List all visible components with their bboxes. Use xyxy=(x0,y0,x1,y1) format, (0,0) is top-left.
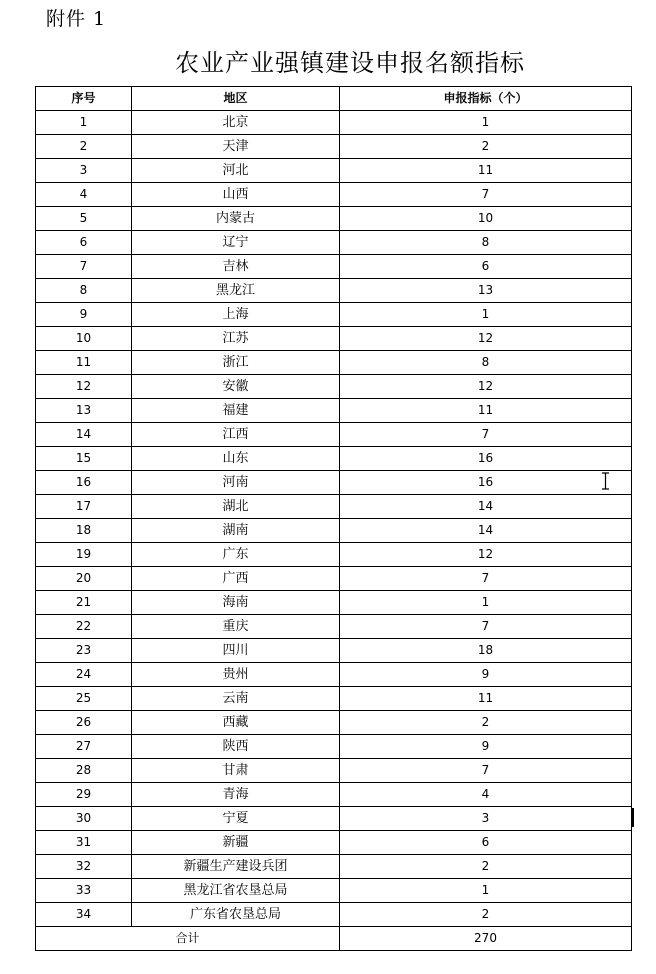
row-region: 广西 xyxy=(132,567,340,591)
table-row xyxy=(36,375,632,399)
row-quota: 11 xyxy=(340,399,632,423)
attachment-label: 附件 1 xyxy=(46,8,107,30)
row-quota: 2 xyxy=(340,855,632,879)
row-region: 四川 xyxy=(132,639,340,663)
column-header-index: 序号 xyxy=(36,87,132,111)
table-row xyxy=(36,711,632,735)
row-index: 11 xyxy=(36,351,132,375)
table-row xyxy=(36,447,632,471)
row-quota: 4 xyxy=(340,783,632,807)
row-index: 18 xyxy=(36,519,132,543)
row-quota: 7 xyxy=(340,759,632,783)
table-row xyxy=(36,831,632,855)
table-row xyxy=(36,135,632,159)
row-index: 22 xyxy=(36,615,132,639)
row-region: 甘肃 xyxy=(132,759,340,783)
row-quota: 14 xyxy=(340,495,632,519)
row-quota: 16 xyxy=(340,471,632,495)
table-row xyxy=(36,495,632,519)
table-row xyxy=(36,183,632,207)
row-quota: 1 xyxy=(340,591,632,615)
row-quota: 12 xyxy=(340,327,632,351)
row-quota: 6 xyxy=(340,255,632,279)
row-quota: 10 xyxy=(340,207,632,231)
table-row xyxy=(36,303,632,327)
row-quota: 1 xyxy=(340,111,632,135)
row-index: 2 xyxy=(36,135,132,159)
row-quota: 7 xyxy=(340,615,632,639)
table-row xyxy=(36,111,632,135)
row-region: 上海 xyxy=(132,303,340,327)
row-index: 29 xyxy=(36,783,132,807)
row-region: 海南 xyxy=(132,591,340,615)
table-row xyxy=(36,159,632,183)
row-index: 30 xyxy=(36,807,132,831)
row-quota: 3 xyxy=(340,807,632,831)
row-index: 13 xyxy=(36,399,132,423)
row-index: 7 xyxy=(36,255,132,279)
row-region: 河北 xyxy=(132,159,340,183)
table-row xyxy=(36,351,632,375)
row-quota: 9 xyxy=(340,663,632,687)
row-region: 河南 xyxy=(132,471,340,495)
text-caret xyxy=(632,808,634,827)
table-row xyxy=(36,639,632,663)
table-row xyxy=(36,567,632,591)
row-quota: 7 xyxy=(340,423,632,447)
row-quota: 12 xyxy=(340,375,632,399)
row-region: 辽宁 xyxy=(132,231,340,255)
row-region: 内蒙古 xyxy=(132,207,340,231)
row-quota: 18 xyxy=(340,639,632,663)
table-row xyxy=(36,735,632,759)
row-region: 广东 xyxy=(132,543,340,567)
row-region: 青海 xyxy=(132,783,340,807)
row-region: 西藏 xyxy=(132,711,340,735)
row-index: 20 xyxy=(36,567,132,591)
row-index: 16 xyxy=(36,471,132,495)
row-region: 重庆 xyxy=(132,615,340,639)
row-region: 湖南 xyxy=(132,519,340,543)
row-quota: 11 xyxy=(340,687,632,711)
row-quota: 2 xyxy=(340,903,632,927)
column-header-quota: 申报指标（个） xyxy=(340,87,632,111)
row-region: 贵州 xyxy=(132,663,340,687)
row-quota: 14 xyxy=(340,519,632,543)
total-row xyxy=(36,927,632,951)
row-quota: 7 xyxy=(340,567,632,591)
text-cursor-icon xyxy=(601,472,610,490)
row-index: 26 xyxy=(36,711,132,735)
row-region: 陕西 xyxy=(132,735,340,759)
row-region: 湖北 xyxy=(132,495,340,519)
table-row xyxy=(36,783,632,807)
table-row xyxy=(36,207,632,231)
total-quota: 270 xyxy=(340,927,632,951)
row-region: 黑龙江 xyxy=(132,279,340,303)
row-region: 吉林 xyxy=(132,255,340,279)
row-quota: 7 xyxy=(340,183,632,207)
row-index: 1 xyxy=(36,111,132,135)
row-region: 天津 xyxy=(132,135,340,159)
row-index: 21 xyxy=(36,591,132,615)
row-region: 广东省农垦总局 xyxy=(132,903,340,927)
table-row xyxy=(36,471,632,495)
row-index: 24 xyxy=(36,663,132,687)
table-row xyxy=(36,231,632,255)
row-region: 浙江 xyxy=(132,351,340,375)
row-index: 34 xyxy=(36,903,132,927)
table-body xyxy=(36,111,632,927)
row-quota: 13 xyxy=(340,279,632,303)
row-region: 江苏 xyxy=(132,327,340,351)
row-region: 新疆生产建设兵团 xyxy=(132,855,340,879)
table-row xyxy=(36,519,632,543)
row-index: 32 xyxy=(36,855,132,879)
row-quota: 9 xyxy=(340,735,632,759)
page-title: 农业产业强镇建设申报名额指标 xyxy=(175,49,525,77)
row-region: 山东 xyxy=(132,447,340,471)
row-region: 山西 xyxy=(132,183,340,207)
row-index: 25 xyxy=(36,687,132,711)
table-row xyxy=(36,807,632,831)
row-quota: 1 xyxy=(340,879,632,903)
table-row xyxy=(36,855,632,879)
table-row xyxy=(36,399,632,423)
table-row xyxy=(36,255,632,279)
total-label: 合计 xyxy=(36,927,340,951)
table-row xyxy=(36,759,632,783)
row-index: 17 xyxy=(36,495,132,519)
row-region: 云南 xyxy=(132,687,340,711)
row-index: 27 xyxy=(36,735,132,759)
row-region: 宁夏 xyxy=(132,807,340,831)
row-index: 28 xyxy=(36,759,132,783)
row-quota: 8 xyxy=(340,351,632,375)
row-region: 北京 xyxy=(132,111,340,135)
row-index: 12 xyxy=(36,375,132,399)
row-quota: 8 xyxy=(340,231,632,255)
table-row xyxy=(36,615,632,639)
row-quota: 1 xyxy=(340,303,632,327)
table-row xyxy=(36,687,632,711)
row-index: 8 xyxy=(36,279,132,303)
table-row xyxy=(36,663,632,687)
row-region: 福建 xyxy=(132,399,340,423)
row-quota: 2 xyxy=(340,711,632,735)
row-quota: 16 xyxy=(340,447,632,471)
table-row xyxy=(36,879,632,903)
row-index: 6 xyxy=(36,231,132,255)
row-index: 4 xyxy=(36,183,132,207)
table-row xyxy=(36,279,632,303)
table-row xyxy=(36,423,632,447)
row-quota: 6 xyxy=(340,831,632,855)
table-row xyxy=(36,543,632,567)
row-index: 23 xyxy=(36,639,132,663)
table-row xyxy=(36,327,632,351)
row-index: 19 xyxy=(36,543,132,567)
row-index: 33 xyxy=(36,879,132,903)
row-index: 9 xyxy=(36,303,132,327)
row-quota: 12 xyxy=(340,543,632,567)
table-row xyxy=(36,903,632,927)
row-index: 31 xyxy=(36,831,132,855)
table-header-row xyxy=(36,87,632,111)
row-index: 14 xyxy=(36,423,132,447)
column-header-region: 地区 xyxy=(132,87,340,111)
row-region: 安徽 xyxy=(132,375,340,399)
row-index: 5 xyxy=(36,207,132,231)
row-index: 3 xyxy=(36,159,132,183)
row-quota: 11 xyxy=(340,159,632,183)
row-quota: 2 xyxy=(340,135,632,159)
table-row xyxy=(36,591,632,615)
row-index: 10 xyxy=(36,327,132,351)
row-region: 新疆 xyxy=(132,831,340,855)
row-region: 黑龙江省农垦总局 xyxy=(132,879,340,903)
row-region: 江西 xyxy=(132,423,340,447)
quota-table xyxy=(35,86,632,951)
row-index: 15 xyxy=(36,447,132,471)
